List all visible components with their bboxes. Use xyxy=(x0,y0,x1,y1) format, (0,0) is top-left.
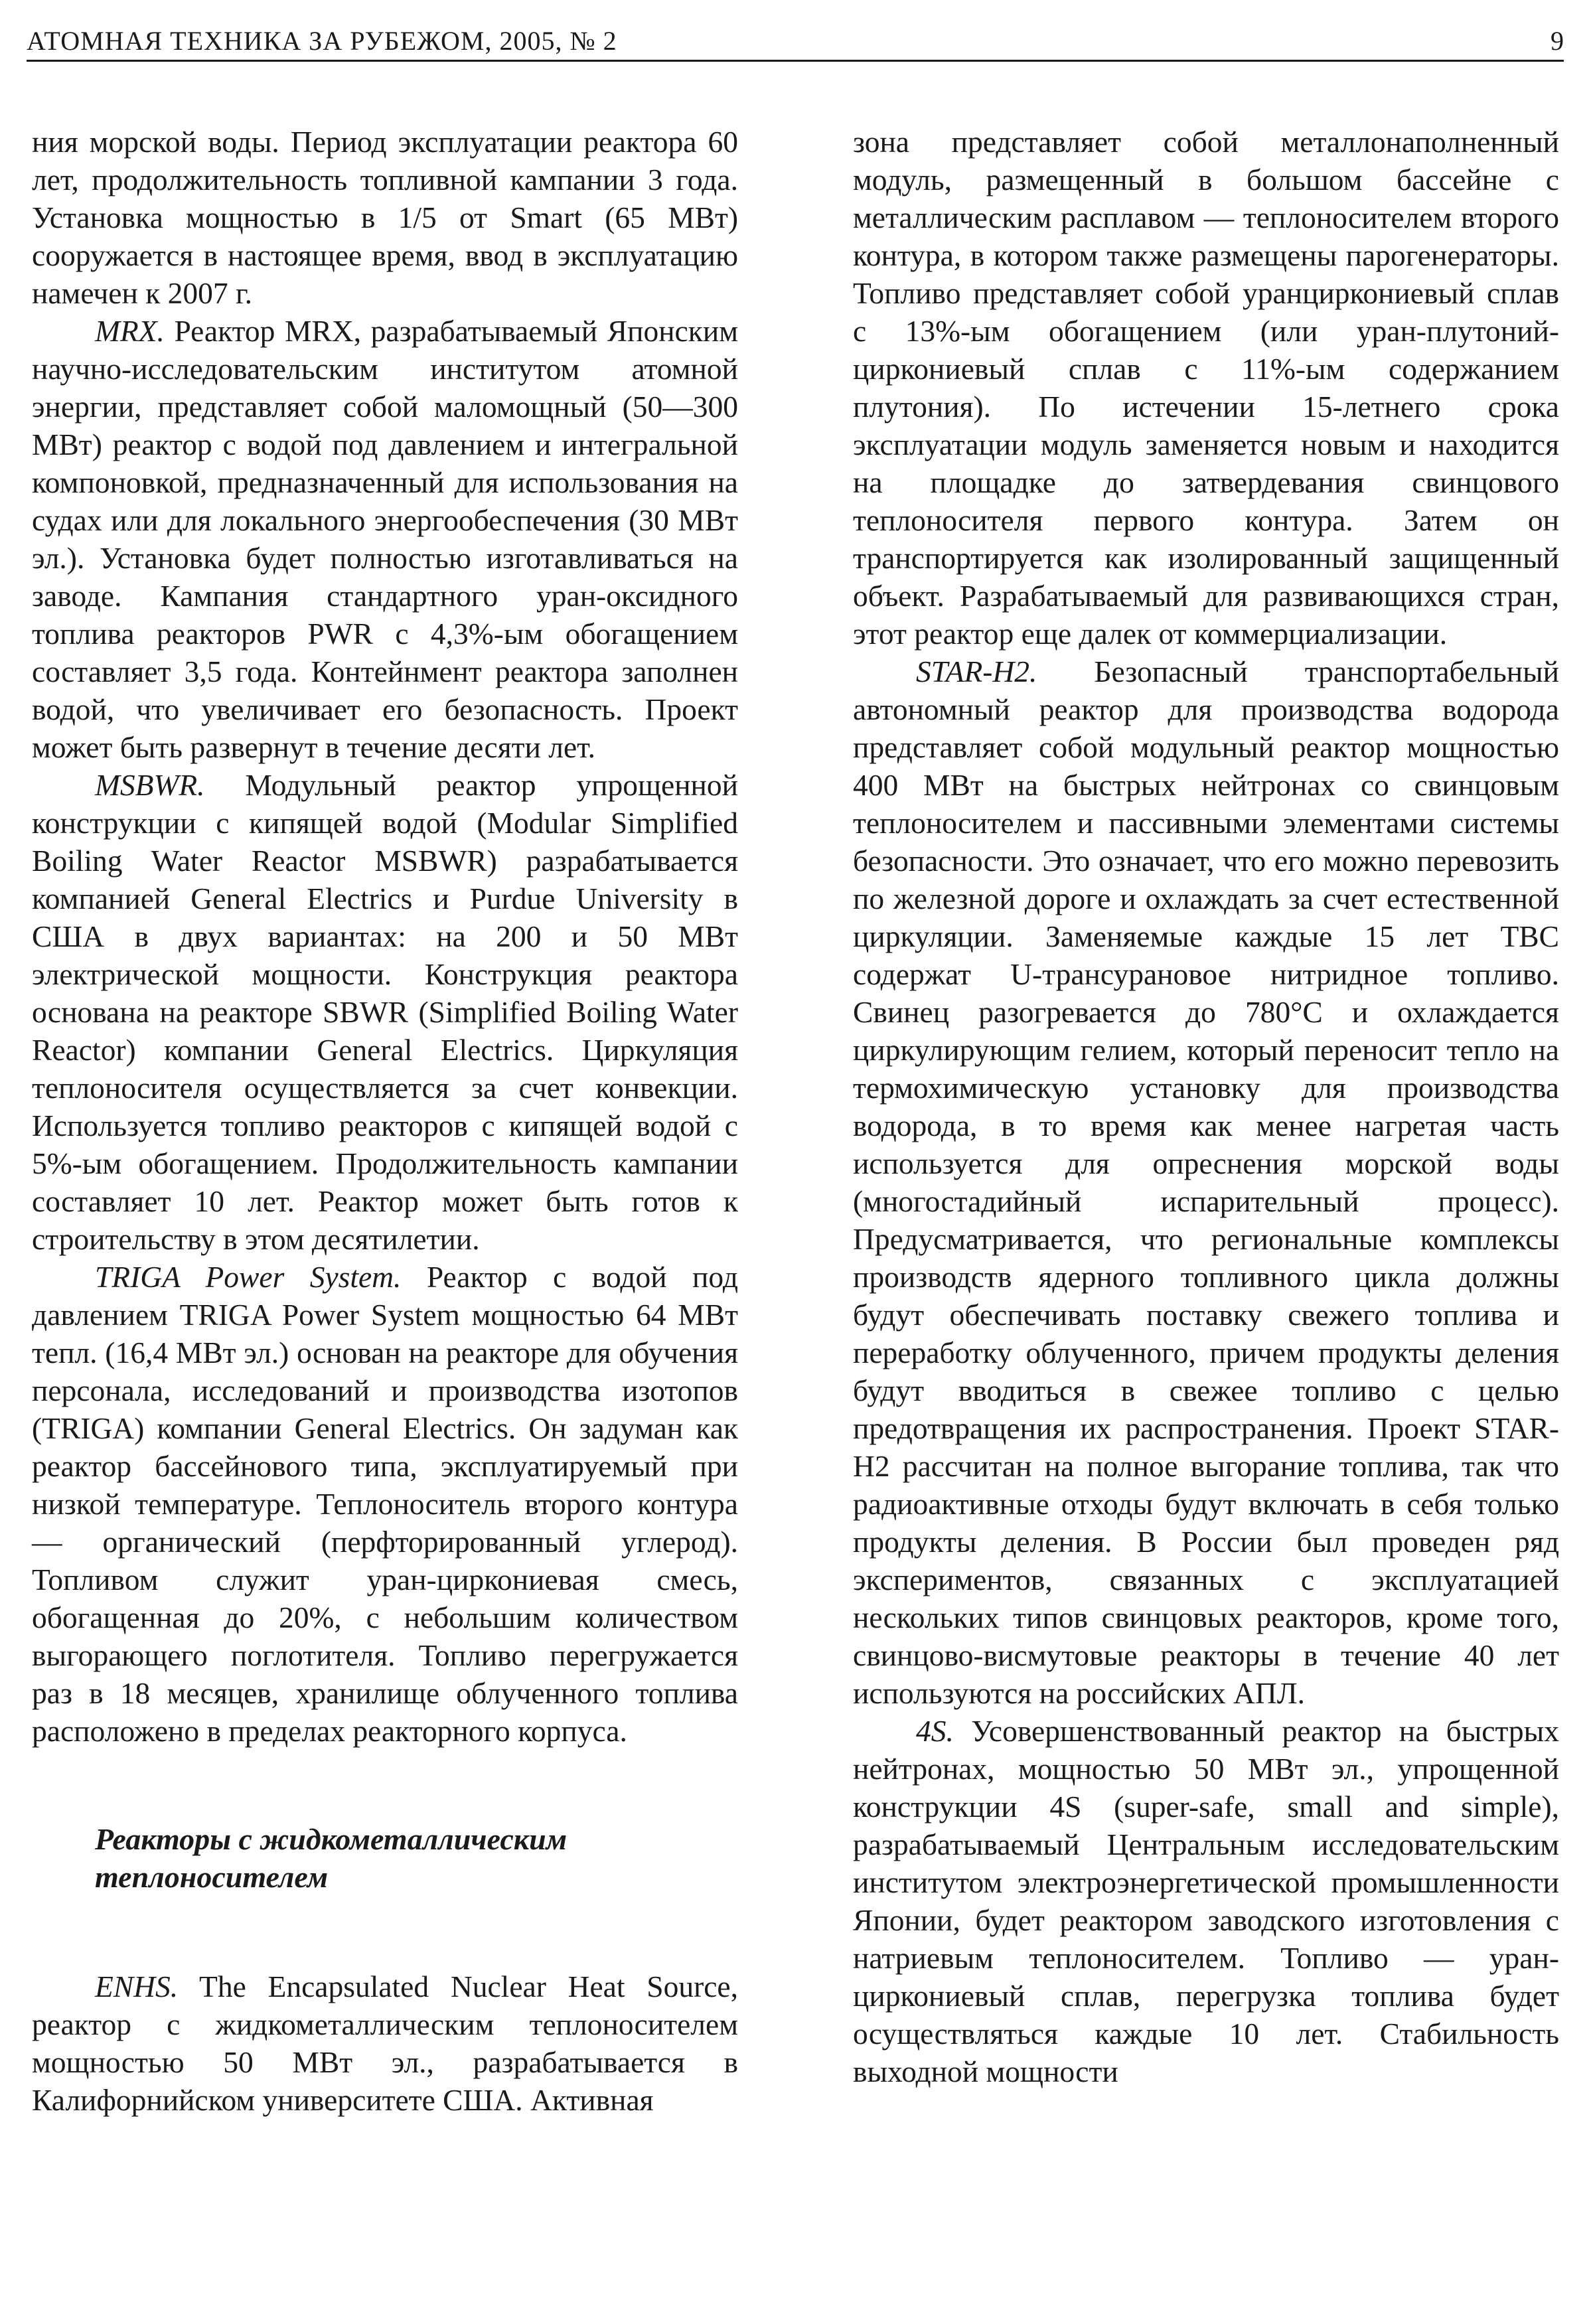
paragraph-mrx-text: Реактор MRX, разрабатываемый Японским научно-исследовательским институтом атомной энергии, представляет собой маломощный (50—300 МВт) реактор с водой под давлением и интегральной компоновкой, предназначенный для использования на судах или для локального энергообеспечения (30 МВт эл.). Установка будет полностью изготавливаться на заводе. Кампания стандартного уран-оксидного топлива реакторов PWR с 4,3%-ым обогащением составляет 3,5 года. Контейнмент реактора заполнен водой, что увеличивает его безопасность. Проект может быть развернут в течение десяти лет. xyxy=(32,314,738,764)
left-column xyxy=(32,123,738,2119)
reactor-name-msbwr: MSBWR. xyxy=(95,768,205,802)
paragraph-triga-text: Реактор с водой под давлением TRIGA Power System мощностью 64 МВт тепл. (16,4 МВт эл.) основан на реакторе для обучения персонала, исследований и производства изотопов (TRIGA) компании General Electrics. Он задуман как реактор бассейнового типа, эксплуатируемый при низкой температуре. Теплоноситель второго контура — органический (перфторированный углерод). Топливом служит уран-циркониевая смесь, обогащенная до 20%, с небольшим количеством выгорающего поглотителя. Топливо перегружается раз в 18 месяцев, хранилище облученного топлива расположено в пределах реакторного корпуса. xyxy=(32,1260,738,1748)
reactor-name-star-h2: STAR-H2. xyxy=(916,655,1037,688)
header-divider xyxy=(27,60,1564,62)
paragraph-msbwr-text: Модульный реактор упрощенной конструкции с кипящей водой (Modular Simplified Boiling Water Reactor MSBWR) разрабатывается компанией General Electrics и Purdue University в США в двух вариантах: на 200 и 50 МВт электрической мощности. Конструкция реактора основана на реакторе SBWR (Simplified Boiling Water Reactor) компании General Electrics. Циркуляция теплоносителя осуществляется за счет конвекции. Используется топливо реакторов с кипящей водой с 5%-ым обогащением. Продолжительность кампании составляет 10 лет. Реактор может быть готов к строительству в этом десятилетии. xyxy=(32,768,738,1256)
paragraph-star-h2 xyxy=(853,653,1559,1712)
paragraph-star-h2-text: Безопасный транспортабельный автономный реактор для производства водорода представляет собой модульный реактор мощностью 400 МВт на быстрых нейтронах со свинцовым теплоносителем и пассивными элементами системы безопасности. Это означает, что его можно перевозить по железной дороге и охлаждать за счет естественной циркуляции. Заменяемые каждые 15 лет ТВС содержат U-трансурановое нитридное топливо. Свинец разогревается до 780°С и охлаждается циркулирующим гелием, который переносит тепло на термохимическую установку для производства водорода, в то время как менее нагретая часть используется для опреснения морской воды (многостадийный испарительный процесс). Предусматривается, что региональные комплексы производств ядерного топливного цикла должны будут обеспечивать поставку свежего топлива и переработку облученного, причем продукты деления будут вводиться в свежее топливо с целью предотвращения их распространения. Проект STAR-H2 рассчитан на полное выгорание топлива, так что радиоактивные отходы будут включать в себя только продукты деления. В России был проведен ряд экспериментов, связанных с эксплуатацией нескольких типов свинцовых реакторов, кроме того, свинцово-висмутовые реакторы в течение 40 лет используются на российских АПЛ. xyxy=(853,655,1559,1710)
journal-title: АТОМНАЯ ТЕХНИКА ЗА РУБЕЖОМ, 2005, № 2 xyxy=(27,26,617,56)
reactor-name-mrx: MRX. xyxy=(95,314,165,348)
paragraph-msbwr xyxy=(32,766,738,1258)
paragraph-4s-text: Усовершенствованный реактор на быстрых нейтронах, мощностью 50 МВт эл., упрощенной конструкции 4S (super-safe, small and simple), разрабатываемый Центральным исследовательским институтом электроэнергетической промышленности Японии, будет реактором заводского изготовления с натриевым теплоносителем. Топливо — уран-циркониевый сплав, перегрузка топлива будет осуществляться каждые 10 лет. Стабильность выходной мощности xyxy=(853,1714,1559,2088)
paragraph-enhs-text: The Encapsulated Nuclear Heat Source, реактор с жидкометаллическим теплоносителем мощностью 50 МВт эл., разрабатывается в Калифорнийском университете США. Активная xyxy=(32,1970,738,2117)
paragraph-4s xyxy=(853,1712,1559,2090)
paragraph-enhs xyxy=(32,1968,738,2119)
page-number: 9 xyxy=(1551,26,1564,56)
reactor-name-triga: TRIGA Power System. xyxy=(95,1260,402,1294)
reactor-name-enhs: ENHS. xyxy=(95,1970,179,2003)
section-heading-liquid-metal xyxy=(32,1820,738,1896)
right-column xyxy=(853,123,1559,2090)
running-header xyxy=(27,16,1564,62)
reactor-name-4s: 4S. xyxy=(916,1714,954,1748)
paragraph-enhs-continuation: зона представляет собой металлонаполненный модуль, размещенный в большом бассейне с металлическим расплавом — теплоносителем второго контура, в котором также размещены парогенераторы. Топливо представляет собой уранциркониевый сплав с 13%-ым обогащением (или уран-плутоний-циркониевый сплав с 11%-ым содержанием плутония). По истечении 15-летнего срока эксплуатации модуль заменяется новым и находится на площадке до затвердевания свинцового теплоносителя первого контура. Затем он транспортируется как изолированный защищенный объект. Разрабатываемый для развивающихся стран, этот реактор еще далек от коммерциализации. xyxy=(853,125,1559,651)
paragraph-mrx xyxy=(32,312,738,766)
paragraph-triga xyxy=(32,1258,738,1750)
section-heading-line2: теплоносителем xyxy=(95,1860,329,1894)
paragraph-sea-water-continuation: ния морской воды. Период эксплуатации реактора 60 лет, продолжительность топливной кампании 3 года. Установка мощностью в 1/5 от Smart (65 МВт) сооружается в настоящее время, ввод в эксплуатацию намечен к 2007 г. xyxy=(32,125,738,310)
section-heading-line1: Реакторы с жидкометаллическим xyxy=(95,1822,568,1856)
